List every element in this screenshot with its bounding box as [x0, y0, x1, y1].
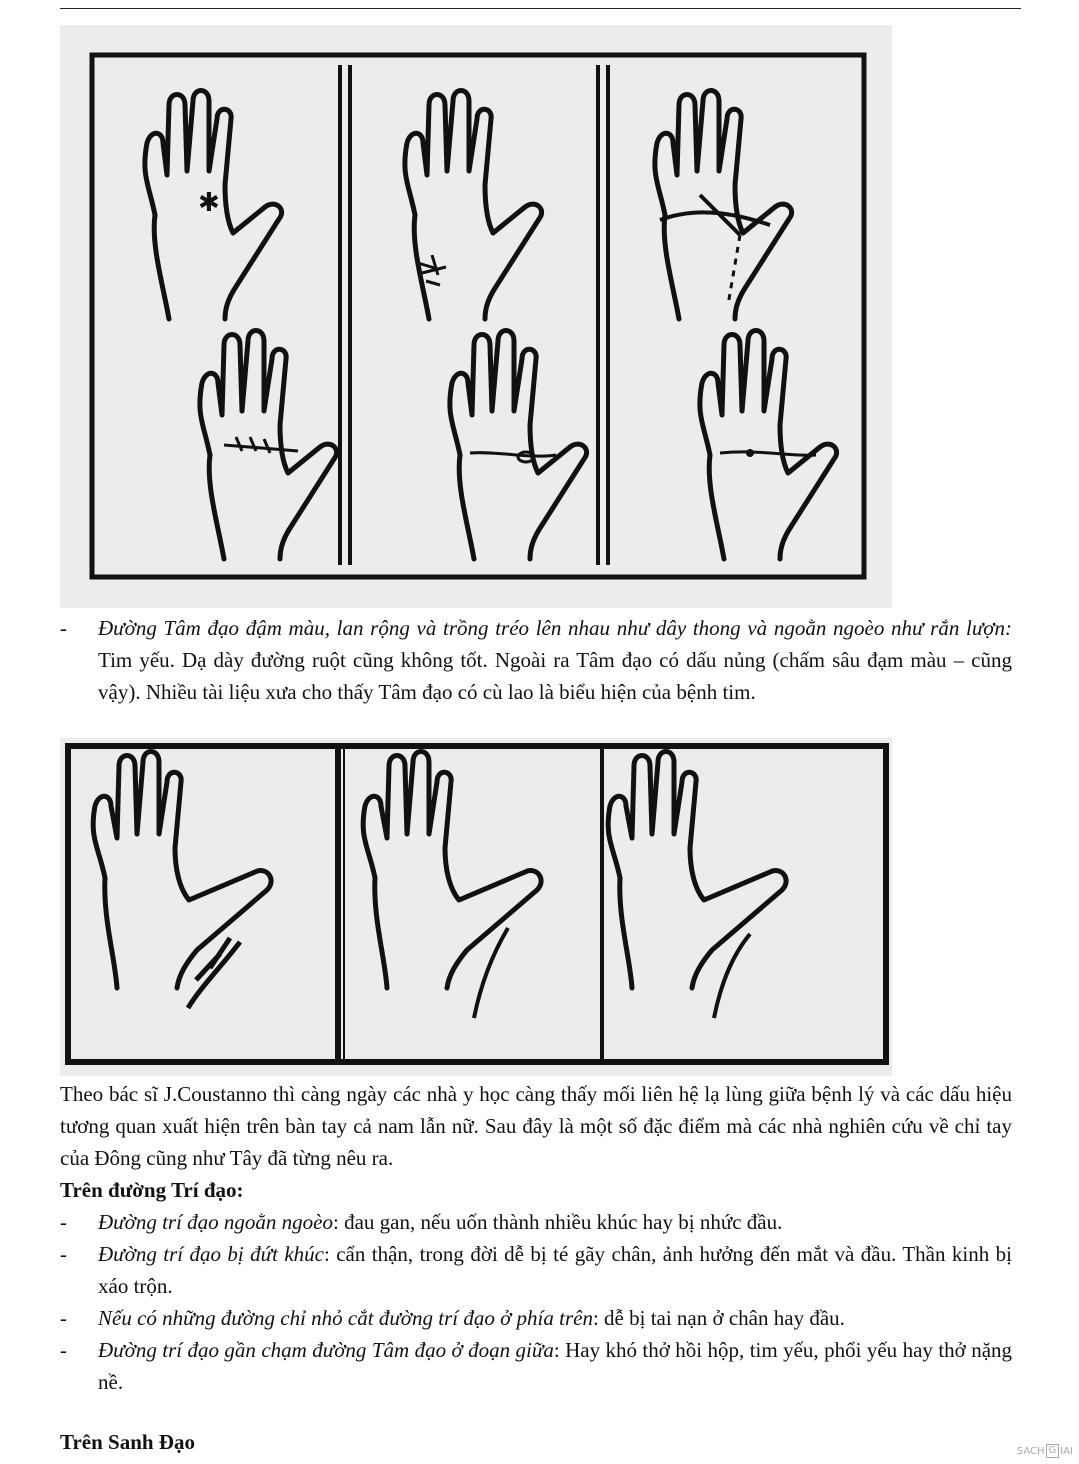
- bullet-dash: -: [60, 1338, 67, 1362]
- item-text: : đau gan, nếu uốn thành nhiều khúc hay bị nhức đầu.: [333, 1210, 783, 1234]
- text-block-sanh-dao: [60, 1426, 1012, 1458]
- list-item: [60, 1302, 1012, 1334]
- item-lead: Đường trí đạo bị đứt khúc: [98, 1242, 324, 1266]
- bullet-dash: -: [60, 1210, 67, 1234]
- item-text: : cẩn thận, trong đời dễ bị té gãy chân, ảnh hưởng đến mắt và đầu. Thần kinh bị xáo trộn.: [98, 1242, 1012, 1298]
- list-item: [60, 1238, 1012, 1302]
- item-text: : dễ bị tai nạn ở chân hay đầu.: [592, 1306, 845, 1330]
- section-heading-tri-dao: Trên đường Trí đạo:: [60, 1178, 244, 1202]
- watermark-text-left: SACH: [1016, 1445, 1045, 1457]
- top-rule: [60, 8, 1021, 9]
- text-block-head-line: [60, 1078, 1012, 1398]
- list-item: [60, 1206, 1012, 1238]
- item-lead: Đường trí đạo gần chạm đường Tâm đạo ở đoạn giữa: [98, 1338, 554, 1362]
- item-lead: Nếu có những đường chỉ nhỏ cắt đường trí đạo ở phía trên: [98, 1306, 593, 1330]
- list-item: [60, 612, 1012, 708]
- svg-text:✱: ✱: [198, 188, 220, 218]
- item-lead: Đường trí đạo ngoằn ngoèo: [98, 1210, 333, 1234]
- palm-diagram-head-line: [60, 738, 892, 1076]
- bullet-dash: -: [60, 1242, 67, 1266]
- palm-diagram-heart-line: [60, 25, 892, 608]
- item-lead: Đường Tâm đạo đậm màu, lan rộng và trồng tréo lên nhau như dây thong và ngoằn ngoèo như rắn lượn:: [98, 616, 1012, 640]
- item-text: Tim yếu. Dạ dày đường ruột cũng không tốt. Ngoài ra Tâm đạo có dấu nủng (chấm sâu đạm màu – cũng vậy). Nhiều tài liệu xưa cho thấy Tâm đạo có cù lao là biểu hiện của bệnh tim.: [98, 648, 1012, 704]
- intro-paragraph: Theo bác sĩ J.Coustanno thì càng ngày các nhà y học càng thấy mối liên hệ lạ lùng giữa bệnh lý và các dấu hiệu tương quan xuất hiện trên bàn tay cả nam lẫn nữ. Sau đây là một số đặc điểm mà các nhà nghiên cứu về chỉ tay của Đông cũng như Tây đã từng nêu ra.: [60, 1082, 1012, 1170]
- text-block-heart-line: [60, 612, 1012, 708]
- section-heading-sanh-dao: Trên Sanh Đạo: [60, 1430, 195, 1454]
- list-item: [60, 1334, 1012, 1398]
- bullet-dash: -: [60, 1306, 67, 1330]
- item-text: : Hay khó thở hồi hộp, tim yếu, phổi yếu hay thở nặng nề.: [98, 1338, 1013, 1394]
- watermark-logo: [1017, 1444, 1073, 1458]
- watermark-box: G: [1046, 1444, 1060, 1458]
- watermark-text-right: IAI: [1060, 1445, 1073, 1457]
- bullet-dash: -: [60, 616, 67, 640]
